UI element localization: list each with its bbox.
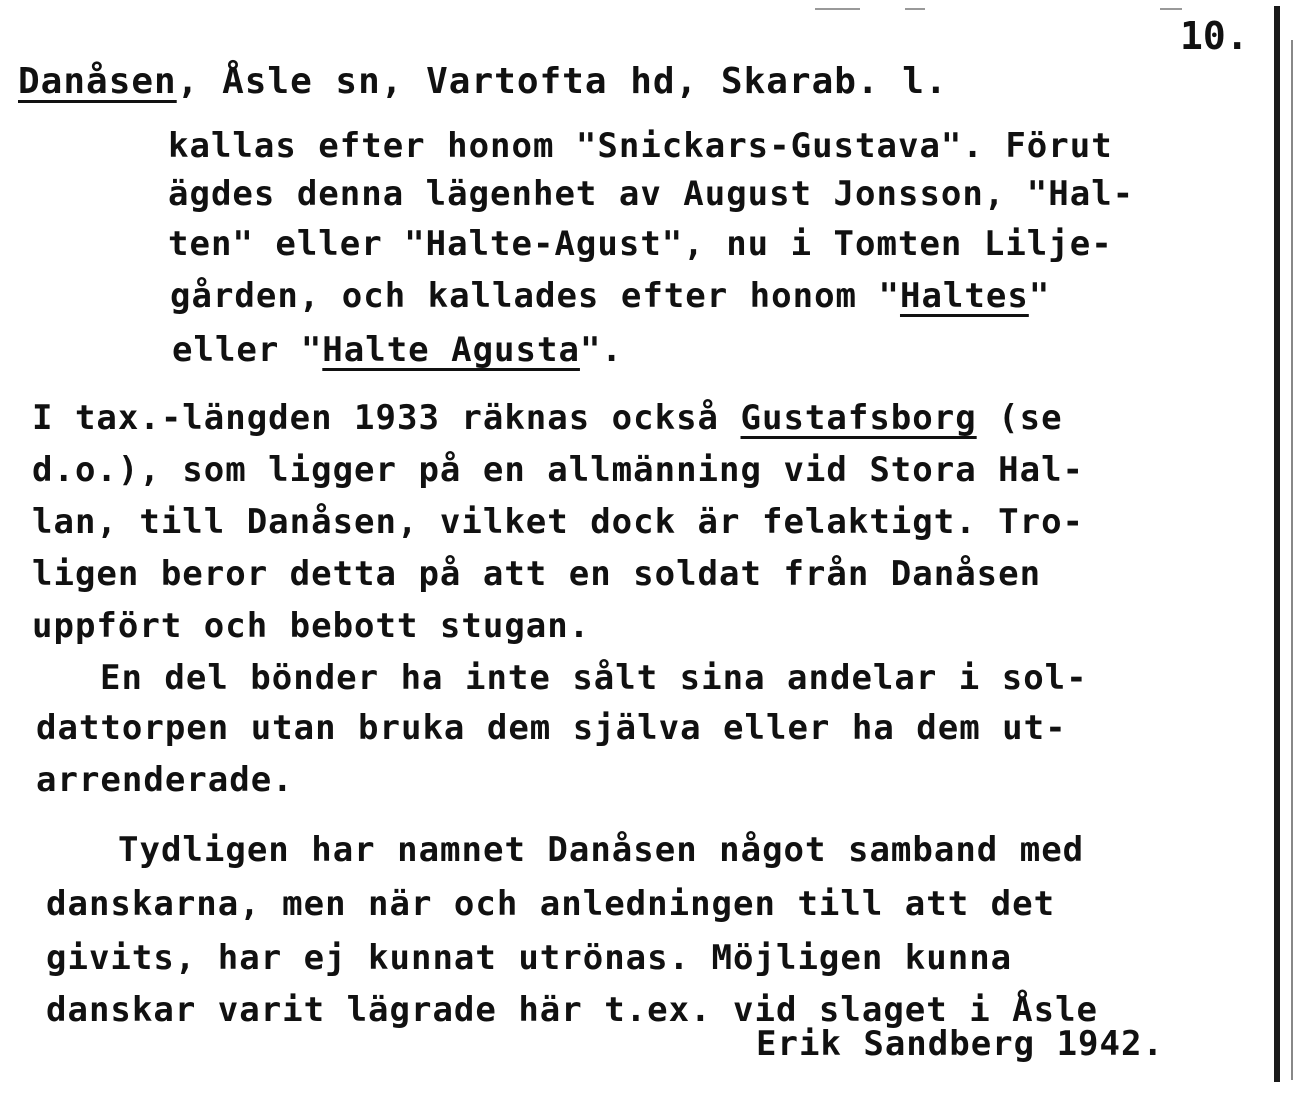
para4-line1: Tydligen har namnet Danåsen något samband med	[118, 830, 1085, 870]
heading-place-name: Danåsen	[18, 61, 177, 102]
para1-line2: ägdes denna lägenhet av August Jonsson, "Hal-	[168, 174, 1135, 214]
para1-line5	[172, 330, 623, 370]
signature: Erik Sandberg 1942.	[756, 1024, 1164, 1064]
para2-line1	[32, 398, 1063, 438]
page-number: 10.	[1180, 14, 1249, 58]
para2-line1-text: I tax.-längden 1933 räknas också	[32, 398, 741, 438]
para2-line5: uppfört och bebott stugan.	[32, 606, 591, 646]
para1-line3: ten" eller "Halte-Agust", nu i Tomten Lilje-	[168, 224, 1113, 264]
para4-line2: danskarna, men när och anledningen till att det	[46, 884, 1056, 924]
para3-line2: dattorpen utan bruka dem själva eller ha dem ut-	[36, 708, 1067, 748]
para4-line3: givits, har ej kunnat utrönas. Möjligen kunna	[46, 938, 1013, 978]
top-edge-mark	[905, 8, 925, 10]
para2-line3: lan, till Danåsen, vilket dock är felaktigt. Tro-	[32, 502, 1085, 542]
para4-line4: danskar varit lägrade här t.ex. vid slaget i Åsle	[46, 990, 1099, 1030]
top-edge-mark	[1160, 8, 1182, 10]
para1-line4	[170, 276, 1050, 316]
para2-line2: d.o.), som ligger på en allmänning vid Stora Hal-	[32, 450, 1085, 490]
card-edge-shadow	[1291, 40, 1293, 1080]
para3-line3: arrenderade.	[36, 760, 294, 800]
para2-line1-end: (se	[976, 398, 1063, 438]
para1-line4-text: gården, och kallades efter honom "	[170, 276, 900, 316]
underlined-name-gustafsborg: Gustafsborg	[740, 398, 977, 438]
top-edge-mark	[815, 8, 860, 10]
underlined-name-haltes: Haltes	[899, 276, 1029, 316]
underlined-name-halte-agusta: Halte Agusta	[322, 330, 580, 370]
heading-location: , Åsle sn, Vartofta hd, Skarab. l.	[176, 61, 948, 102]
para3-line1: En del bönder ha inte sålt sina andelar i sol-	[100, 658, 1088, 698]
card-heading	[18, 62, 948, 102]
card-edge-line	[1274, 6, 1280, 1082]
para2-line4: ligen beror detta på att en soldat från Danåsen	[32, 554, 1042, 594]
para1-line1: kallas efter honom "Snickars-Gustava". Förut	[168, 126, 1113, 166]
para1-line5-text: eller "	[172, 330, 323, 370]
para1-line5-end: ".	[579, 330, 623, 370]
para1-line4-end: "	[1028, 276, 1051, 316]
